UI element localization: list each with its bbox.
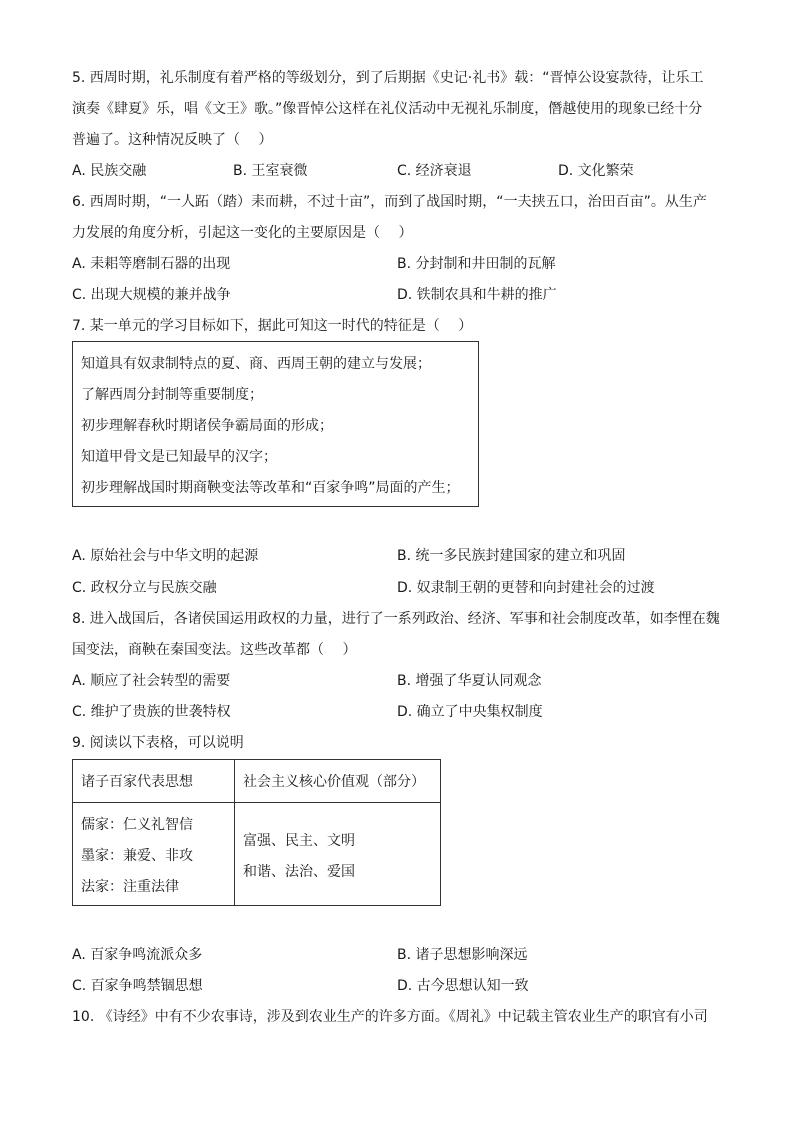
q6-option-a: A. 耒耜等磨制石器的出现 bbox=[72, 256, 231, 272]
q6-stem-line-1: 6. 西周时期，“一人跖（踏）耒而耕，不过十亩”，而到了战国时期，“一夫挟五口，治田百亩”。从生产 bbox=[72, 194, 707, 210]
q9-comparison-table bbox=[72, 759, 441, 906]
q5-option-c: C. 经济衰退 bbox=[397, 163, 472, 179]
q9-school-1: 儒家：仁义礼智信 bbox=[81, 817, 193, 833]
q7-goal-1: 知道具有奴隶制特点的夏、商、西周王朝的建立与发展； bbox=[81, 356, 431, 372]
q5-stem-line-1: 5. 西周时期，礼乐制度有着严格的等级划分，到了后期据《史记·礼书》载：“晋悼公设宴款待，让乐工 bbox=[72, 70, 704, 86]
q7-option-b: B. 统一多民族封建国家的建立和巩固 bbox=[397, 548, 626, 564]
q8-option-a: A. 顺应了社会转型的需要 bbox=[72, 673, 231, 689]
q7-option-a: A. 原始社会与中华文明的起源 bbox=[72, 548, 259, 564]
q9-option-d: D. 古今思想认知一致 bbox=[397, 978, 529, 994]
q7-option-d: D. 奴隶制王朝的更替和向封建社会的过渡 bbox=[397, 580, 655, 596]
q9-school-3: 法家：注重法律 bbox=[81, 879, 179, 895]
q9-value-1: 富强、民主、文明 bbox=[243, 833, 355, 849]
q9-table-header-right: 社会主义核心价值观（部分） bbox=[235, 760, 441, 803]
q9-school-2: 墨家：兼爱、非攻 bbox=[81, 848, 193, 864]
q5-option-a: A. 民族交融 bbox=[72, 163, 147, 179]
q5-stem-line-3: 普遍了。这种情况反映了（ ） bbox=[72, 132, 273, 148]
q9-value-2: 和谐、法治、爱国 bbox=[243, 864, 355, 880]
q7-goal-3: 初步理解春秋时期诸侯争霸局面的形成； bbox=[81, 418, 333, 434]
q9-option-b: B. 诸子思想影响深远 bbox=[397, 947, 528, 963]
q7-option-c: C. 政权分立与民族交融 bbox=[72, 580, 217, 596]
q8-option-c: C. 维护了贵族的世袭特权 bbox=[72, 704, 231, 720]
q5-option-b: B. 王室衰微 bbox=[233, 163, 308, 179]
q6-option-c: C. 出现大规模的兼并战争 bbox=[72, 287, 231, 303]
q7-stem: 7. 某一单元的学习目标如下，据此可知这一时代的特征是（ ） bbox=[72, 318, 473, 334]
q5-stem-line-2: 演奏《肆夏》乐，唱《文王》歌。”像晋悼公这样在礼仪活动中无视礼乐制度，僭越使用的现象已经十分 bbox=[72, 101, 703, 117]
q9-stem: 9. 阅读以下表格，可以说明 bbox=[72, 735, 244, 751]
q9-table-cell-values bbox=[235, 803, 441, 906]
q6-option-b: B. 分封制和井田制的瓦解 bbox=[397, 256, 556, 272]
q8-option-d: D. 确立了中央集权制度 bbox=[397, 704, 543, 720]
q9-table-header-left: 诸子百家代表思想 bbox=[73, 760, 235, 803]
q7-goal-5: 初步理解战国时期商鞅变法等改革和“百家争鸣”局面的产生； bbox=[81, 480, 460, 496]
q7-goal-2: 了解西周分封制等重要制度； bbox=[81, 387, 263, 403]
q8-stem-line-1: 8. 进入战国后，各诸侯国运用政权的力量，进行了一系列政治、经济、军事和社会制度改革，如李悝在魏 bbox=[72, 611, 720, 627]
q9-table-cell-schools bbox=[73, 803, 235, 906]
q10-stem: 10. 《诗经》中有不少农事诗，涉及到农业生产的许多方面。《周礼》中记载主管农业生产的职官有小司 bbox=[72, 1009, 708, 1025]
q5-option-d: D. 文化繁荣 bbox=[558, 163, 634, 179]
q6-option-d: D. 铁制农具和牛耕的推广 bbox=[397, 287, 557, 303]
q7-learning-goals-box bbox=[72, 341, 479, 507]
q8-stem-line-2: 国变法，商鞅在秦国变法。这些改革都（ ） bbox=[72, 642, 357, 658]
q9-option-c: C. 百家争鸣禁锢思想 bbox=[72, 978, 203, 994]
q9-option-a: A. 百家争鸣流派众多 bbox=[72, 947, 203, 963]
q6-stem-line-2: 力发展的角度分析，引起这一变化的主要原因是（ ） bbox=[72, 225, 413, 241]
q8-option-b: B. 增强了华夏认同观念 bbox=[397, 673, 542, 689]
q7-goal-4: 知道甲骨文是已知最早的汉字； bbox=[81, 449, 277, 465]
